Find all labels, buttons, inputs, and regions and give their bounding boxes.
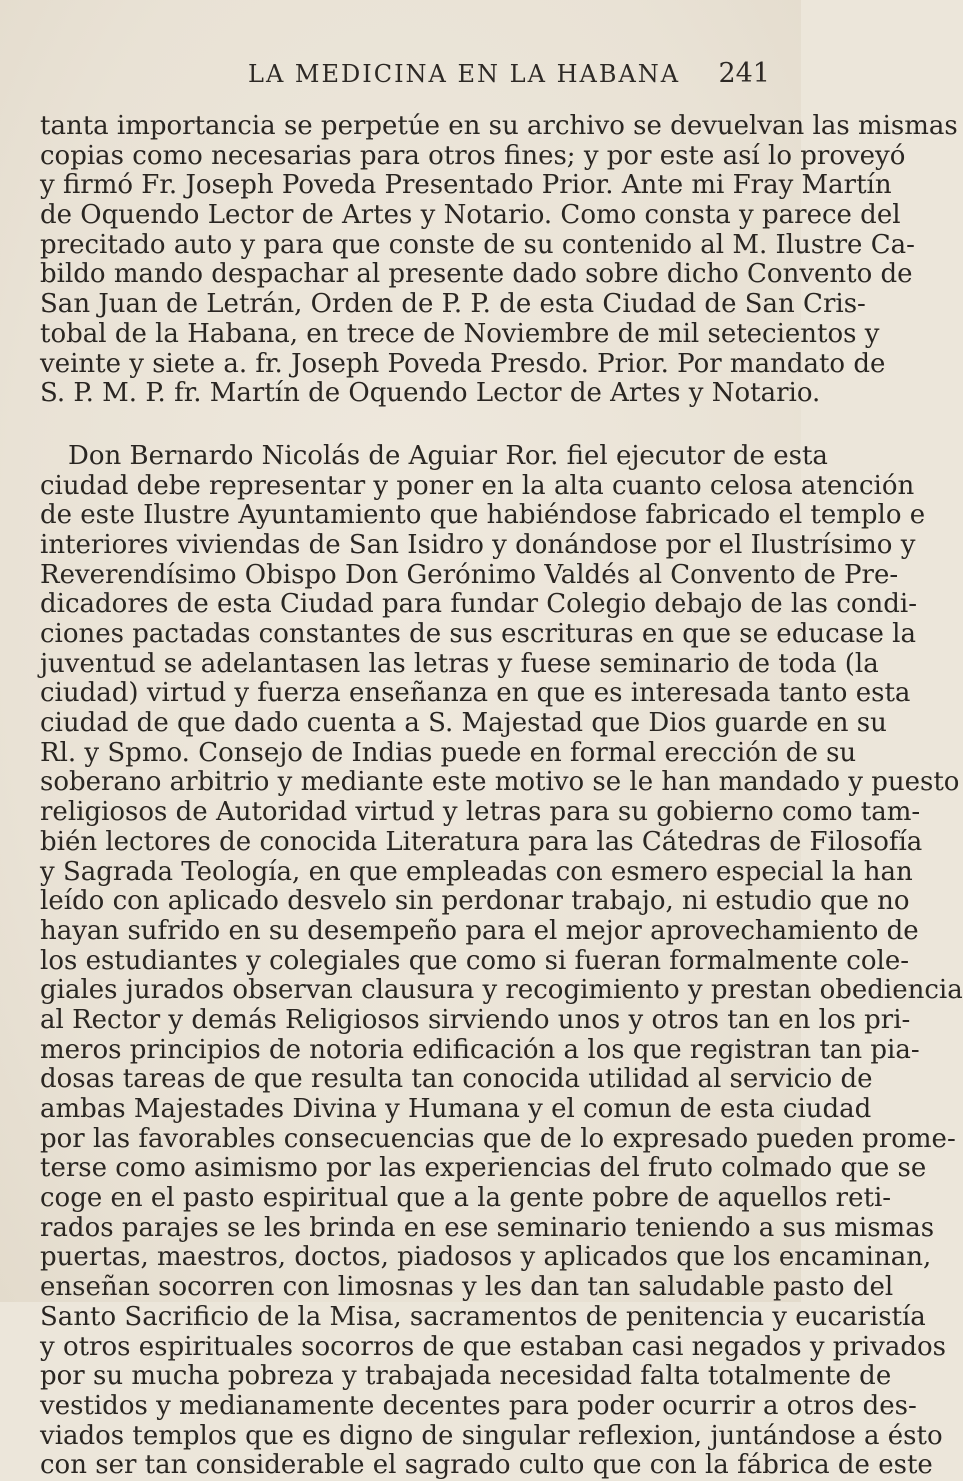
text-line: tobal de la Habana, en trece de Noviembre de mil setecientos y (40, 318, 880, 349)
text-line: dicadores de esta Ciudad para fundar Colegio debajo de las condi- (40, 589, 917, 620)
paragraph-2 (40, 440, 963, 1481)
paragraph-1 (40, 111, 958, 409)
running-head: LA MEDICINA EN LA HABANA (248, 60, 681, 88)
text-line: bildo mando despachar al presente dado sobre dicho Convento de (40, 259, 913, 290)
text-line: bién lectores de conocida Literatura para las Cátedras de Filosofía (40, 826, 923, 857)
text-line: giales jurados observan clausura y recogimiento y prestan obediencia (40, 975, 963, 1006)
text-line: ciudad de que dado cuenta a S. Majestad que Dios guarde en su (40, 708, 887, 739)
text-line: viados templos que es digno de singular reflexion, juntándose a ésto (40, 1420, 943, 1451)
text-line: juventud se adelantasen las letras y fuese seminario de toda (la (40, 648, 879, 679)
text-line: precitado auto y para que conste de su contenido al M. Ilustre Ca- (40, 229, 915, 260)
text-line: ciudad debe representar y poner en la alta cuanto celosa atención (40, 470, 915, 501)
text-line: Don Bernardo Nicolás de Aguiar Ror. fiel ejecutor de esta (68, 440, 828, 471)
text-line: religiosos de Autoridad virtud y letras para su gobierno como tam- (40, 797, 921, 828)
text-line: veinte y siete a. fr. Joseph Poveda Presdo. Prior. Por mandato de (40, 348, 886, 379)
text-line: por su mucha pobreza y trabajada necesidad falta totalmente de (40, 1361, 892, 1392)
body-text (40, 111, 963, 1481)
text-line: leído con aplicado desvelo sin perdonar trabajo, ni estudio que no (40, 886, 910, 917)
text-line: y firmó Fr. Joseph Poveda Presentado Prior. Ante mi Fray Martín (40, 170, 892, 201)
text-line: ciones pactadas constantes de sus escrituras en que se educase la (40, 619, 916, 649)
text-line: hayan sufrido en su desempeño para el mejor aprovechamiento de (40, 915, 919, 946)
text-line: soberano arbitrio y mediante este motivo se le han mandado y puesto (40, 767, 960, 798)
page-number: 241 (718, 58, 770, 89)
text-line: enseñan socorren con limosnas y les dan tan saludable pasto del (40, 1272, 894, 1303)
text-line: al Rector y demás Religiosos sirviendo unos y otros tan en los pri- (40, 1004, 911, 1035)
page-header (40, 60, 770, 100)
text-line: Rl. y Spmo. Consejo de Indias puede en formal erección de su (40, 737, 857, 768)
text-line: ciudad) virtud y fuerza enseñanza en que es interesada tanto esta (40, 678, 911, 709)
text-line: rados parajes se les brinda en ese seminario teniendo a sus mismas (40, 1212, 935, 1243)
text-line: Reverendísimo Obispo Don Gerónimo Valdés al Convento de Pre- (40, 559, 899, 590)
text-line: puertas, maestros, doctos, piadosos y aplicados que los encaminan, (40, 1242, 932, 1273)
text-line: San Juan de Letrán, Orden de P. P. de esta Ciudad de San Cris- (40, 289, 866, 320)
text-line: S. P. M. P. fr. Martín de Oquendo Lector de Artes y Notario. (40, 378, 821, 409)
text-line: coge en el pasto espiritual que a la gente pobre de aquellos reti- (40, 1183, 892, 1214)
text-line: y Sagrada Teología, en que empleadas con esmero especial la han (40, 856, 913, 887)
text-line: ambas Majestades Divina y Humana y el comun de esta ciudad (40, 1094, 872, 1124)
text-line: meros principios de notoria edificación a los que registran tan pia- (40, 1034, 920, 1065)
text-line: Santo Sacrificio de la Misa, sacramentos de penitencia y eucaristía (40, 1301, 926, 1332)
text-line: vestidos y medianamente decentes para poder ocurrir a otros des- (40, 1390, 917, 1421)
text-line: los estudiantes y colegiales que como si fueran formalmente cole- (40, 945, 909, 976)
text-line: interiores viviendas de San Isidro y donándose por el Ilustrísimo y (40, 529, 916, 560)
text-line: y otros espirituales socorros de que estaban casi negados y privados (40, 1331, 947, 1362)
text-line: con ser tan considerable el sagrado culto que con la fábrica de este (40, 1450, 933, 1481)
text-line: terse como asimismo por las experiencias del fruto colmado que se (40, 1153, 927, 1184)
text-line: de Oquendo Lector de Artes y Notario. Como consta y parece del (40, 200, 901, 231)
text-line: tanta importancia se perpetúe en su archivo se devuelvan las mismas (40, 111, 958, 141)
text-line: dosas tareas de que resulta tan conocida utilidad al servicio de (40, 1064, 873, 1095)
text-line: copias como necesarias para otros fines; y por este así lo proveyó (40, 140, 906, 171)
text-line: de este Ilustre Ayuntamiento que habiéndose fabricado el templo e (40, 500, 926, 531)
text-line: por las favorables consecuencias que de lo expresado pueden prome- (40, 1123, 956, 1154)
